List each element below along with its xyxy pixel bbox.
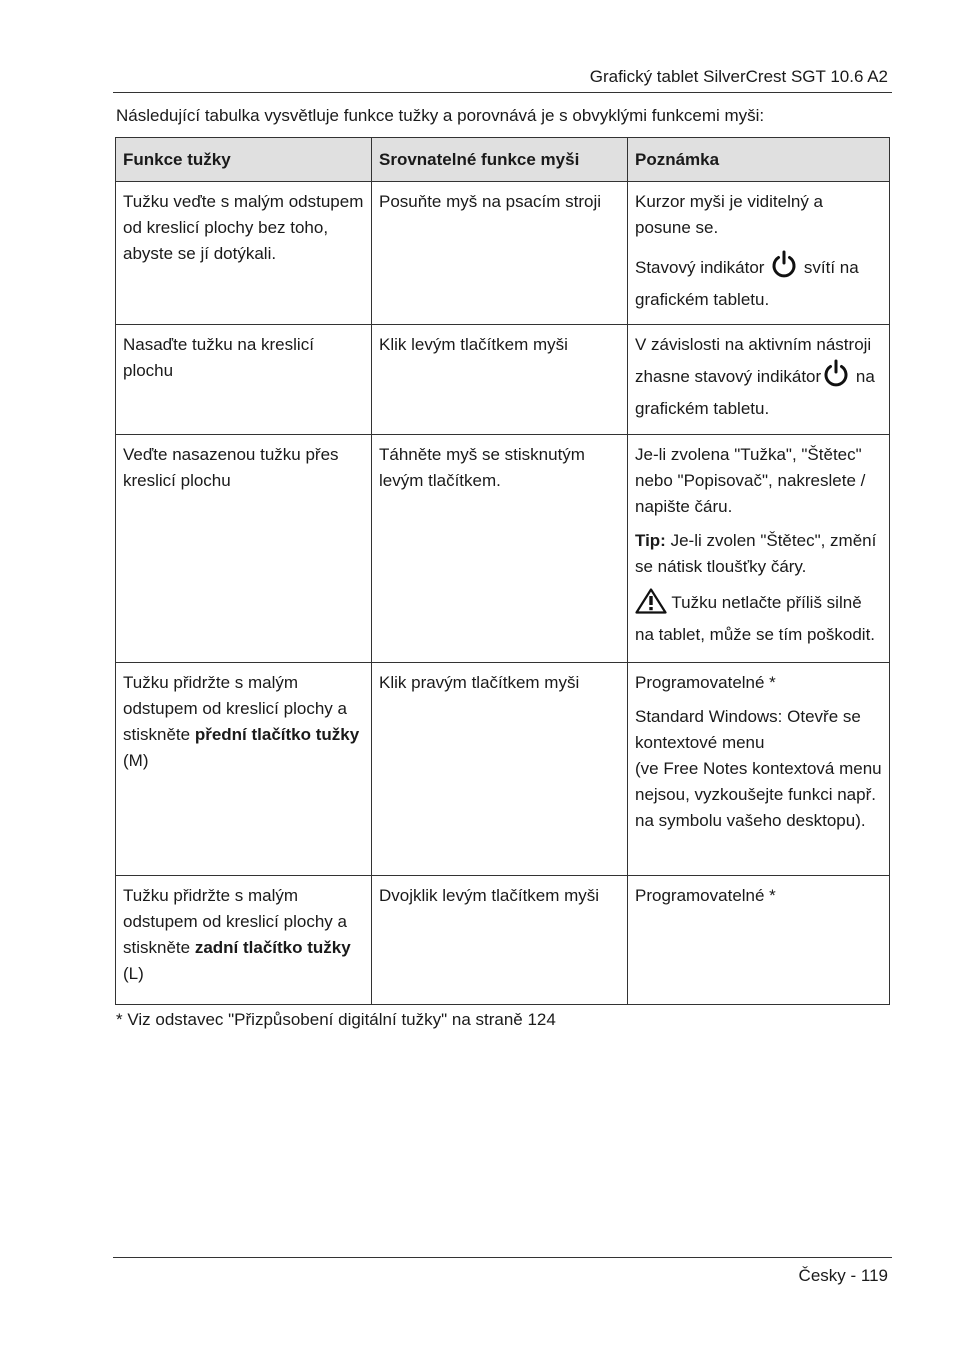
table-row: [116, 435, 890, 663]
cell-note: [628, 435, 890, 663]
cell-mouse: Klik pravým tlačítkem myši: [372, 663, 628, 876]
cell-pen: Veďte nasazenou tužku přes kreslicí plochu: [116, 435, 372, 663]
power-icon: [821, 358, 851, 396]
note-paragraph: Programovatelné *: [635, 886, 776, 905]
footer-divider: [113, 1257, 892, 1258]
table-row: [116, 325, 890, 435]
cell-mouse: Posuňte myš na psacím stroji: [372, 182, 628, 325]
cell-mouse: Klik levým tlačítkem myši: [372, 325, 628, 435]
warning-paragraph: [635, 588, 882, 648]
page-header-title: Grafický tablet SilverCrest SGT 10.6 A2: [589, 67, 888, 86]
pen-functions-table: [115, 137, 890, 1005]
cell-pen: [116, 876, 372, 1005]
table-row: [116, 182, 890, 325]
footnote: * Viz odstavec "Přizpůsobení digitální tužky" na straně 124: [116, 1010, 556, 1029]
note-paragraph: [635, 332, 882, 422]
cell-pen: [116, 663, 372, 876]
note-text: V závislosti na aktivním nástroji zhasne stavový indikátor: [635, 335, 872, 386]
warning-icon: [635, 588, 667, 622]
warning-text: Tužku netlačte příliš silně na tablet, může se tím poškodit.: [635, 593, 876, 644]
header-divider: [113, 92, 892, 93]
table-row: [116, 876, 890, 1005]
intro-paragraph: Následující tabulka vysvětluje funkce tužky a porovnává je s obvyklými funkcemi myši:: [116, 106, 765, 125]
pen-text: (M): [123, 751, 149, 770]
power-icon: [769, 249, 799, 287]
page-number: Česky - 119: [798, 1266, 888, 1285]
cell-note: [628, 663, 890, 876]
cell-mouse: Dvojklik levým tlačítkem myši: [372, 876, 628, 1005]
table-header-row: [116, 138, 890, 182]
cell-pen: Nasaďte tužku na kreslicí plochu: [116, 325, 372, 435]
table-row: [116, 663, 890, 876]
cell-note: [628, 182, 890, 325]
note-paragraph: Je-li zvolena "Tužka", "Štětec" nebo "Popisovač", nakreslete / napište čáru.: [635, 445, 866, 516]
note-text: svítí na grafickém tabletu.: [635, 258, 859, 309]
note-text: (ve Free Notes kontextová menu nejsou, vyzkoušejte funkci např. na symbolu vašeho desktopu).: [635, 759, 882, 830]
cell-mouse: Táhněte myš se stisknutým levým tlačítkem.: [372, 435, 628, 663]
note-paragraph: [635, 249, 882, 313]
column-header-mouse: Srovnatelné funkce myši: [372, 138, 628, 182]
pen-text: Tužku přidržte s malým odstupem od kreslicí plochy a stiskněte: [123, 673, 347, 744]
note-paragraph: [635, 704, 882, 834]
note-text: Standard Windows: Otevře se kontextové menu: [635, 707, 861, 752]
column-header-note: Poznámka: [628, 138, 890, 182]
pen-button-name: přední tlačítko tužky: [194, 725, 360, 744]
pen-button-name: zadní tlačítko tužky: [194, 938, 351, 957]
note-text: na grafickém tabletu.: [635, 367, 875, 418]
note-text: Stavový indikátor: [635, 258, 770, 277]
tip-paragraph: [635, 528, 882, 580]
cell-note: [628, 325, 890, 435]
cell-pen: Tužku veďte s malým odstupem od kreslicí plochy bez toho, abyste se jí dotýkali.: [116, 182, 372, 325]
column-header-pen: Funkce tužky: [116, 138, 372, 182]
pen-text: (L): [123, 964, 144, 983]
tip-label: Tip:: [635, 531, 666, 550]
note-paragraph: Kurzor myši je viditelný a posune se.: [635, 192, 824, 237]
tip-text: Je-li zvolen "Štětec", změní se nátisk tloušťky čáry.: [635, 531, 877, 576]
note-paragraph: Programovatelné *: [635, 673, 776, 692]
cell-note: [628, 876, 890, 1005]
pen-text: Tužku přidržte s malým odstupem od kreslicí plochy a stiskněte: [123, 886, 347, 957]
